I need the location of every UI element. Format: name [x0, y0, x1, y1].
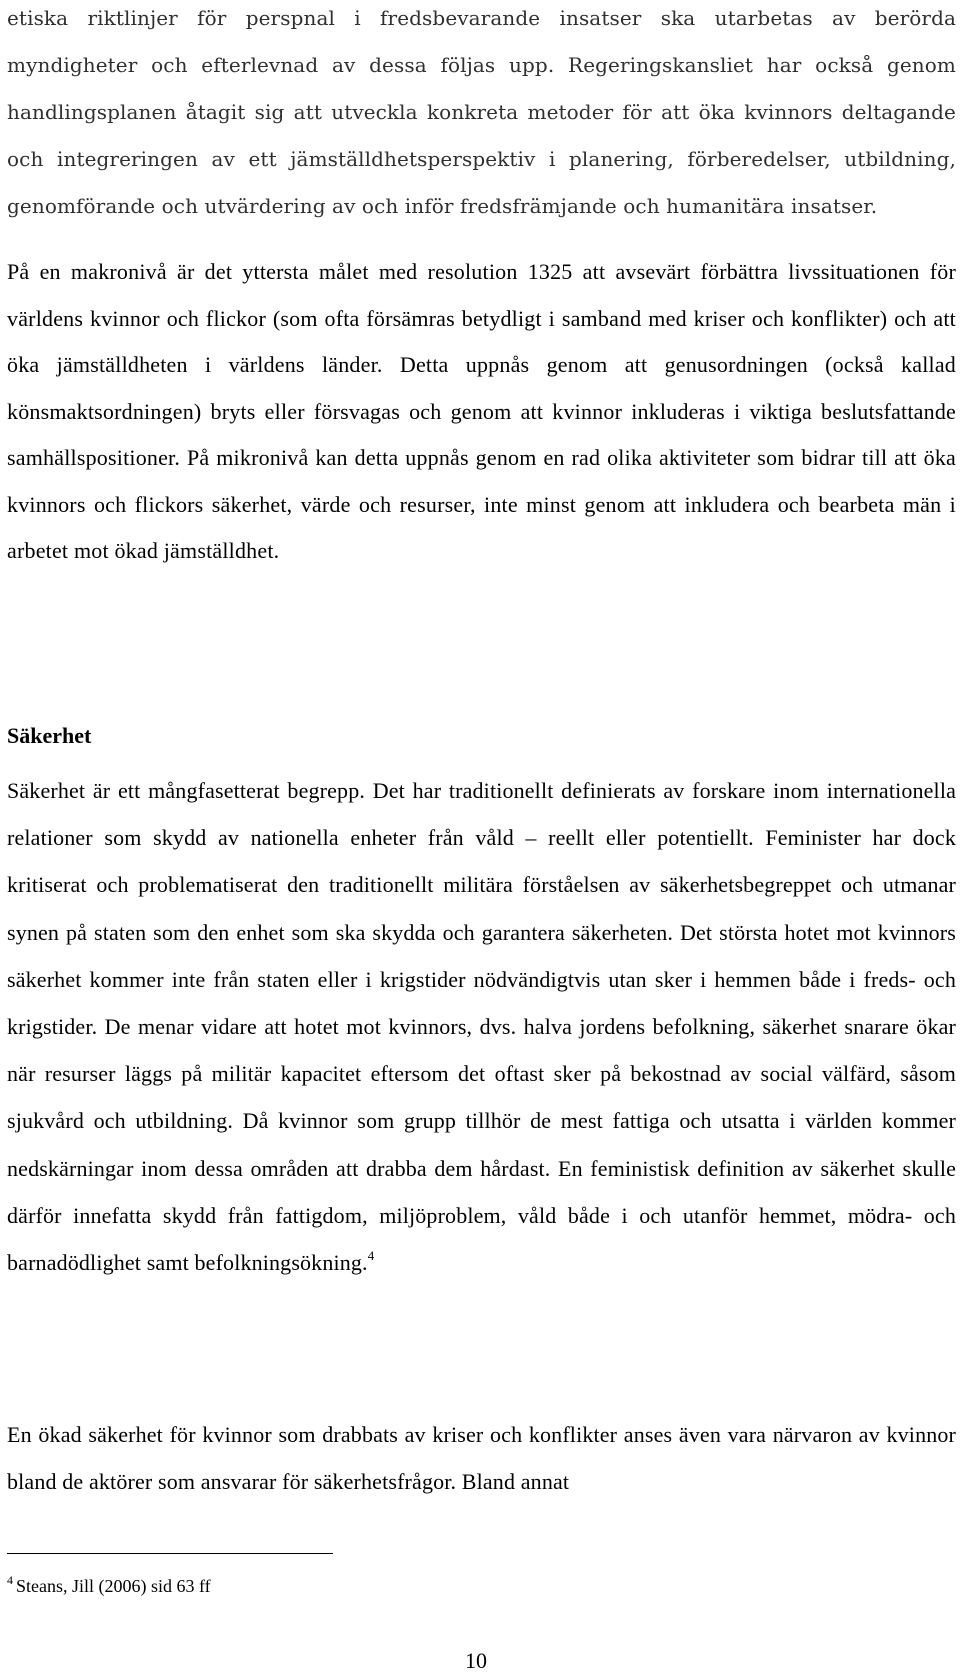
- paragraph-security: [7, 767, 956, 1286]
- page-number: 10: [465, 1648, 487, 1673]
- footnote-text: Steans, Jill (2006) sid 63 ff: [16, 1576, 211, 1596]
- footnote-divider: [7, 1553, 333, 1554]
- section-heading: Säkerhet: [7, 723, 92, 748]
- footnote-reference[interactable]: 4: [367, 1248, 375, 1264]
- footnote: [7, 1574, 211, 1598]
- paragraph-women-security: En ökad säkerhet för kvinnor som drabbats av kriser och konflikter anses även vara närvaron av kvinnor bland de aktörer som ansvarar för säkerhetsfrågor. Bland annat: [7, 1422, 956, 1494]
- paragraph-security-text: Säkerhet är ett mångfasetterat begrepp. Det har traditionellt definierats av forskare inom internationella relationer som skydd av nationella enheter från våld – reellt eller potentiellt. Feminister har dock kritiserat och problematiserat den traditionellt militära förståelsen av säkerhetsbegreppet och utmanar synen på staten som den enhet som ska skydda och garantera säkerheten. Det största hotet mot kvinnors säkerhet kommer inte från staten eller i krigstider nödvändigtvis utan sker i hemmen både i freds- och krigstider. De menar vidare att hotet mot kvinnors, dvs. halva jordens befolkning, säkerhet snarare ökar när resurser läggs på militär kapacitet eftersom det oftast sker på bekostnad av social välfärd, såsom sjukvård och utbildning. Då kvinnor som grupp tillhör de mest fattiga och utsatta i världen kommer nedskärningar inom dessa områden att drabba dem hårdast. En feministisk definition av säkerhet skulle därför innefatta skydd från fattigdom, miljöproblem, våld både i och utanför hemmet, mödra- och barnadödlighet samt befolkningsökning.: [7, 778, 956, 1276]
- paragraph-resolution-1325: På en makronivå är det yttersta målet med resolution 1325 att avsevärt förbättra livssituationen för världens kvinnor och flickor (som ofta försämras betydligt i samband med kriser och konflikter) och att öka jämställdheten i världens länder. Detta uppnås genom att genusordningen (också kallad könsmaktsordningen) bryts eller försvagas och genom att kvinnor inkluderas i viktiga beslutsfattande samhällspositioner. På mikronivå kan detta uppnås genom en rad olika aktiviteter som bidrar till att öka kvinnors och flickors säkerhet, värde och resurser, inte minst genom att inkludera och bearbeta män i arbetet mot ökad jämställdhet.: [7, 259, 956, 563]
- footnote-number: 4: [7, 1573, 13, 1587]
- paragraph-guidelines: etiska riktlinjer för perspnal i fredsbevarande insatser ska utarbetas av berörda myndigheter och efterlevnad av dessa följas upp. Regeringskansliet har också genom handlingsplanen åtagit sig att utveckla konkreta metoder för att öka kvinnors deltagande och integreringen av ett jämställdhetsperspektiv i planering, förberedelser, utbildning, genomförande och utvärdering av och inför fredsfrämjande och humanitära insatser.: [7, 6, 956, 218]
